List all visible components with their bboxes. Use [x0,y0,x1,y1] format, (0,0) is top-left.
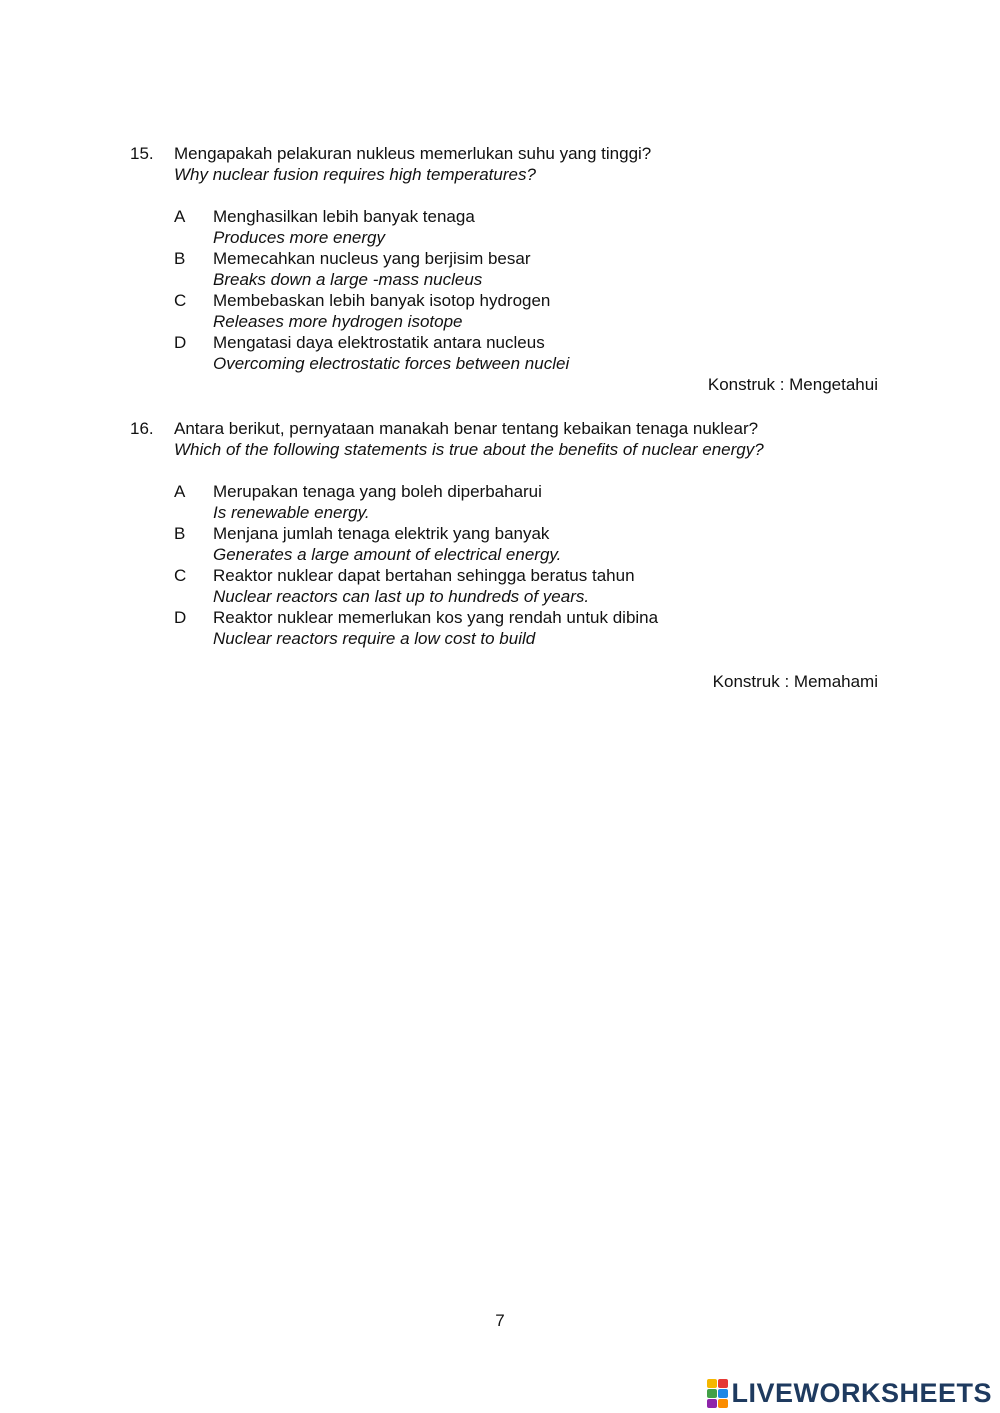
option-c[interactable] [174,290,890,332]
question-stem [130,418,890,460]
option-text-english: Releases more hydrogen isotope [213,312,463,331]
question-text-english: Which of the following statements is true about the benefits of nuclear energy? [174,440,764,459]
option-text-english: Generates a large amount of electrical energy. [213,545,562,564]
option-letter: C [174,566,187,585]
option-b[interactable] [174,248,890,290]
option-text-malay: Menjana jumlah tenaga elektrik yang banyak [213,524,550,543]
logo-block [718,1389,728,1398]
option-a[interactable] [174,206,890,248]
logo-block [718,1379,728,1388]
logo-block [707,1379,717,1388]
konstruk-label: Konstruk : Mengetahui [707,375,878,394]
option-text-english: Produces more energy [213,228,385,247]
option-c[interactable] [174,565,890,607]
option-text-malay: Merupakan tenaga yang boleh diperbaharui [213,482,542,501]
option-b[interactable] [174,523,890,565]
logo-block [707,1399,717,1408]
liveworksheets-logo-icon [707,1379,728,1408]
logo-block [707,1389,717,1398]
option-text-english: Is renewable energy. [213,503,370,522]
question-text-english: Why nuclear fusion requires high temperatures? [174,165,536,184]
question-number: 16. [130,419,154,438]
question-16 [130,418,890,692]
option-text-malay: Reaktor nuklear dapat bertahan sehingga beratus tahun [213,566,635,585]
question-text-malay: Mengapakah pelakuran nukleus memerlukan suhu yang tinggi? [174,144,652,163]
option-letter: D [174,608,187,627]
option-text-malay: Reaktor nuklear memerlukan kos yang rendah untuk dibina [213,608,659,627]
option-a[interactable] [174,481,890,523]
logo-block [718,1399,728,1408]
option-list [130,481,890,649]
option-list [130,206,890,374]
question-number: 15. [130,144,154,163]
option-text-malay: Membebaskan lebih banyak isotop hydrogen [213,291,551,310]
option-text-malay: Memecahkan nucleus yang berjisim besar [213,249,531,268]
option-text-english: Nuclear reactors can last up to hundreds of years. [213,587,590,606]
option-d[interactable] [174,332,890,374]
option-letter: B [174,524,186,543]
option-text-english: Nuclear reactors require a low cost to build [213,629,536,648]
option-letter: C [174,291,187,310]
konstruk-label: Konstruk : Memahami [712,672,878,691]
option-letter: B [174,249,186,268]
liveworksheets-brand[interactable] [707,1378,992,1408]
question-stem [130,143,890,185]
option-text-english: Overcoming electrostatic forces between nuclei [213,354,570,373]
option-text-malay: Mengatasi daya elektrostatik antara nucleus [213,333,545,352]
question-text-malay: Antara berikut, pernyataan manakah benar tentang kebaikan tenaga nuklear? [174,419,759,438]
option-letter: D [174,333,187,352]
brand-name: LIVEWORKSHEETS [731,1377,992,1408]
option-text-malay: Menghasilkan lebih banyak tenaga [213,207,475,226]
question-15 [130,143,890,395]
option-text-english: Breaks down a large -mass nucleus [213,270,483,289]
option-letter: A [174,207,186,226]
option-letter: A [174,482,186,501]
page-number: 7 [495,1311,505,1330]
option-d[interactable] [174,607,890,649]
